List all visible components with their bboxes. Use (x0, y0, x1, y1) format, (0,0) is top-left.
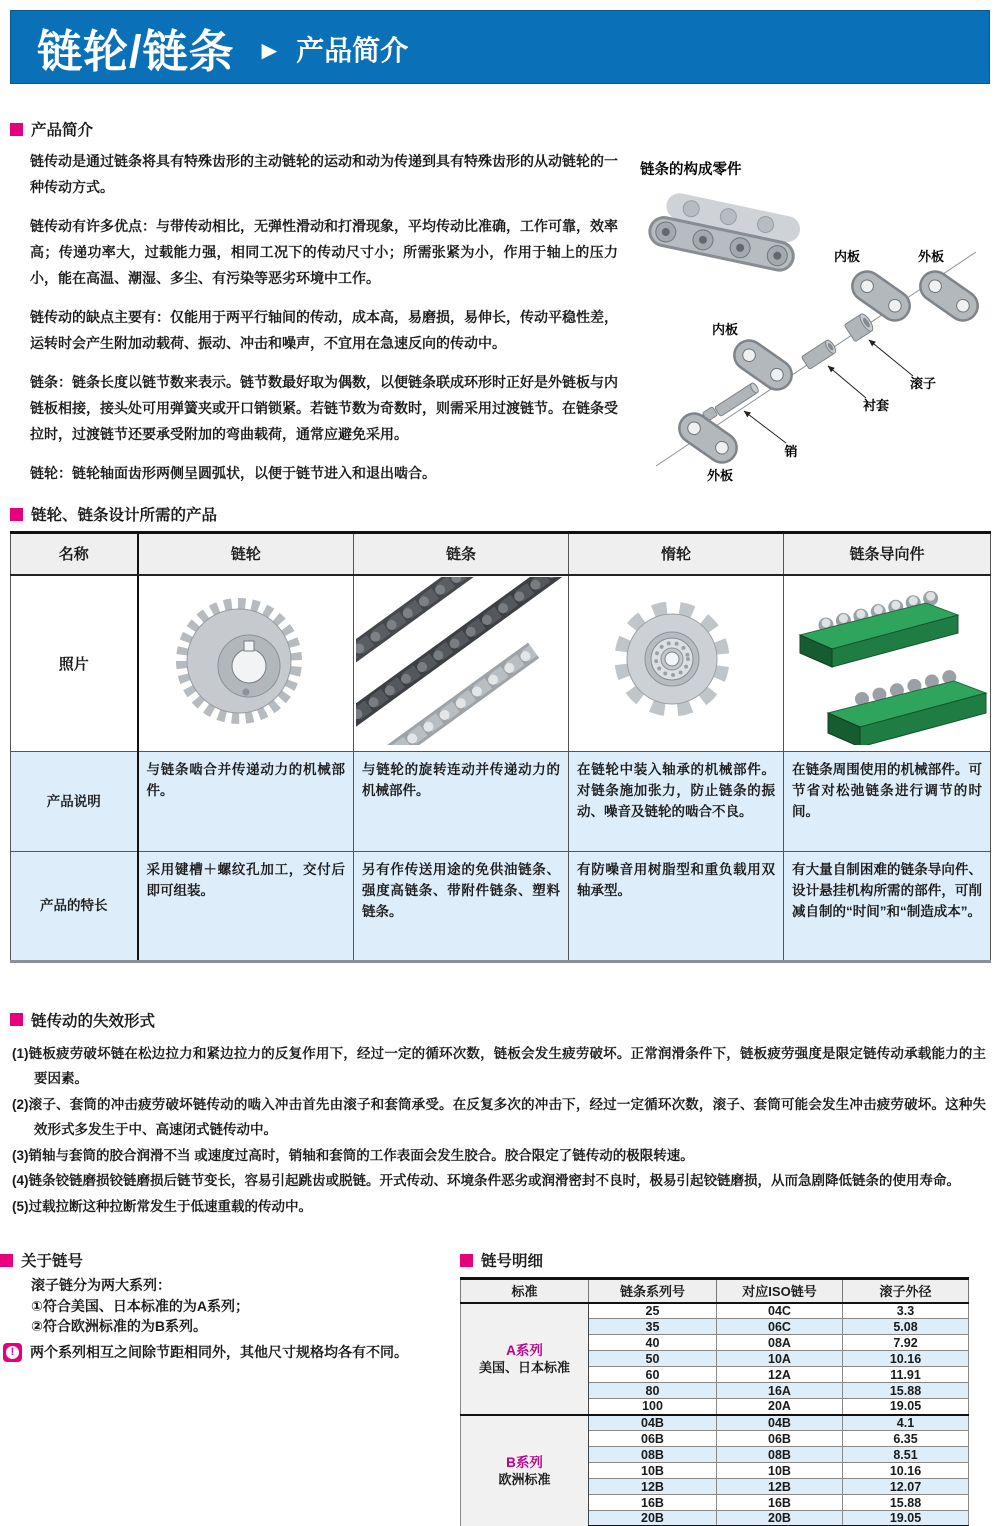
table-cell: 10A (717, 1351, 843, 1367)
text-line: ①符合美国、日本标准的为A系列； (31, 1297, 249, 1314)
standard-group-cell: B系列 欧洲标准 (461, 1415, 589, 1526)
table-cell: 12B (717, 1479, 843, 1495)
chain-number-table-block (460, 1249, 968, 1526)
diagram-title: 链条的构成零件 (640, 162, 742, 178)
table-cell: 16B (589, 1495, 717, 1511)
text-line: ②符合欧洲标准的为B系列。 (31, 1318, 207, 1334)
table-cell: 35 (589, 1319, 717, 1335)
assembled-chain-drawing (654, 195, 795, 268)
table-cell: 15.88 (843, 1495, 969, 1511)
table-cell: 10.16 (843, 1463, 969, 1479)
intro-paragraph: 链轮：链轮轴面齿形两侧呈圆弧状，以便于链节进入和退出啮合。 (30, 465, 436, 481)
section-failure-title: 链传动的失效形式 (10, 1009, 1000, 1031)
page-header (10, 10, 990, 84)
section-intro-title: 产品简介 (10, 118, 1000, 140)
pink-square-icon (10, 123, 23, 136)
bushing-part (801, 339, 837, 370)
table-cell: 100 (589, 1399, 717, 1415)
label-outer-plate: 外板 (706, 468, 734, 483)
list-item: (3)销轴与套筒的胶合润滑不当 或速度过高时，销轴和套筒的工作表面会发生胶合。胶合限定了链传动的极限转速。 (12, 1147, 694, 1163)
table-cell: 20B (717, 1511, 843, 1526)
chain-guide-photo (784, 575, 991, 752)
column-header: 标准 (461, 1279, 589, 1303)
table-cell: 10B (717, 1463, 843, 1479)
table-cell: 16B (717, 1495, 843, 1511)
table-cell: 12A (717, 1367, 843, 1383)
row-label: 照片 (11, 575, 138, 752)
column-header: 链条系列号 (589, 1279, 717, 1303)
table-cell: 20B (589, 1511, 717, 1526)
table-cell: 04B (589, 1415, 717, 1431)
column-header: 链条导向件 (784, 533, 991, 575)
table-cell: 25 (589, 1303, 717, 1319)
chain-number-lines (0, 1275, 460, 1337)
intro-paragraphs (0, 148, 628, 499)
table-row (11, 851, 991, 961)
table-cell: 20A (717, 1399, 843, 1415)
intro-paragraph: 链传动有许多优点：与带传动相比，无弹性滑动和打滑现象，平均传动比准确，工作可靠，效率高；传递功率大，过载能力强，相同工况下的传动尺寸小；所需张紧为小，作用于轴上的压力小，能在高温、潮湿、多尘、有污染等恶劣环境中工作。 (30, 218, 618, 286)
standard-group-cell: A系列 美国、日本标准 (461, 1303, 589, 1415)
chains-image (356, 577, 566, 745)
label-pin: 销 (784, 444, 798, 459)
section-chain-number-title: 关于链号 (0, 1249, 460, 1271)
table-cell: 采用键槽＋螺纹孔加工，交付后即可组装。 (138, 851, 354, 961)
about-chain-number-block (0, 1249, 460, 1526)
guide-rail-upper (800, 595, 958, 667)
chain-number-table (460, 1277, 969, 1526)
table-cell: 19.05 (843, 1511, 969, 1526)
table-header-row (461, 1279, 969, 1303)
chain-table-body (461, 1303, 969, 1526)
table-cell: 60 (589, 1367, 717, 1383)
pink-square-icon (460, 1254, 473, 1267)
table-cell: 12B (589, 1479, 717, 1495)
label-outer-plate: 外板 (917, 249, 945, 264)
intro-paragraph: 链传动是通过链条将具有特殊齿形的主动链轮的运动和动为传递到具有特殊齿形的从动链轮的一种传动方式。 (30, 153, 618, 195)
table-cell: 在链轮中装入轴承的机械部件。对链条施加张力，防止链条的振动、噪音及链轮的啮合不良。 (569, 751, 784, 851)
table-cell: 08B (589, 1447, 717, 1463)
table-cell: 19.05 (843, 1399, 969, 1415)
row-label: 产品说明 (11, 751, 138, 851)
guide-rail-lower (828, 674, 986, 745)
info-icon: ! (3, 1343, 22, 1362)
label-roller: 滚子 (909, 376, 937, 391)
table-cell: 5.08 (843, 1319, 969, 1335)
label-bushing: 衬套 (862, 398, 890, 413)
page-subtitle: 产品简介 (296, 35, 409, 66)
table-row (461, 1303, 969, 1319)
table-row (461, 1415, 969, 1431)
table-cell: 在链条周围使用的机械部件。可节省对松弛链条进行调节的时间。 (784, 751, 991, 851)
page-title: 链轮/链条 (37, 25, 235, 77)
table-cell: 10.16 (843, 1351, 969, 1367)
table-row (11, 575, 991, 752)
table-cell: 80 (589, 1383, 717, 1399)
table-cell: 15.88 (843, 1383, 969, 1399)
table-cell: 4.1 (843, 1415, 969, 1431)
table-cell: 6.35 (843, 1431, 969, 1447)
table-cell: 3.3 (843, 1303, 969, 1319)
products-table (10, 531, 991, 963)
idler-image (571, 577, 781, 745)
column-header: 惰轮 (569, 533, 784, 575)
section-products-title: 链轮、链条设计所需的产品 (10, 503, 1000, 525)
column-header: 链条 (354, 533, 569, 575)
chain-parts-diagram (628, 148, 984, 499)
chains-photo (354, 575, 569, 752)
section-chain-table-title: 链号明细 (460, 1249, 968, 1271)
table-cell: 与链轮的旋转连动并传递动力的机械部件。 (354, 751, 569, 851)
pink-square-icon (10, 508, 23, 521)
list-item: (5)过载拉断这种拉断常发生于低速重载的传动中。 (12, 1198, 312, 1214)
table-cell: 11.91 (843, 1367, 969, 1383)
label-inner-plate: 内板 (711, 322, 739, 337)
table-cell: 40 (589, 1335, 717, 1351)
table-header-row (11, 533, 991, 575)
table-cell: 06B (589, 1431, 717, 1447)
list-item: (4)链条铰链磨损铰链磨损后链节变长，容易引起跳齿或脱链。开式传动、环境条件恶劣或润滑密封不良时，极易引起铰链磨损，从而急剧降低链条的使用寿命。 (12, 1173, 960, 1188)
table-cell: 04B (717, 1415, 843, 1431)
table-row (11, 751, 991, 851)
column-header: 名称 (11, 533, 138, 575)
table-cell: 7.92 (843, 1335, 969, 1351)
table-cell: 04C (717, 1303, 843, 1319)
table-cell: 08A (717, 1335, 843, 1351)
chain-exploded-drawing (628, 148, 984, 492)
column-header: 对应ISO链号 (717, 1279, 843, 1303)
table-cell: 50 (589, 1351, 717, 1367)
pink-square-icon (10, 1013, 23, 1026)
table-cell: 有防噪音用树脂型和重负载用双轴承型。 (569, 851, 784, 961)
failure-list (12, 1041, 986, 1220)
column-header: 滚子外径 (843, 1279, 969, 1303)
table-cell: 10B (589, 1463, 717, 1479)
list-item: (1)链板疲劳破坏链在松边拉力和紧边拉力的反复作用下，经过一定的循环次数，链板会发生疲劳破坏。正常润滑条件下，链板疲劳强度是限定链传动承载能力的主要因素。 (12, 1045, 986, 1086)
table-cell: 另有作传送用途的免供油链条、强度高链条、带附件链条、塑料链条。 (354, 851, 569, 961)
column-header: 链轮 (138, 533, 354, 575)
sprocket-photo (138, 575, 354, 752)
sprocket-image (141, 577, 351, 745)
label-inner-plate: 内板 (833, 249, 861, 264)
table-cell: 06B (717, 1431, 843, 1447)
intro-paragraph: 链条：链条长度以链节数来表示。链节数最好取为偶数，以便链条联成环形时正好是外链板与内链板相接，接头处可用弹簧夹或开口销锁紧。若链节数为奇数时，则需采用过渡链节。在链条受拉时，过渡链节还要承受附加的弯曲载荷，通常应避免采用。 (30, 374, 618, 442)
row-label: 产品的特长 (11, 851, 138, 961)
table-cell: 8.51 (843, 1447, 969, 1463)
list-item: (2)滚子、套筒的冲击疲劳破坏链传动的啮入冲击首先由滚子和套筒承受。在反复多次的冲击下，经过一定循环次数，滚子、套筒可能会发生冲击疲劳破坏。这种失效形式多发生于中、高速闭式链传动中。 (12, 1096, 986, 1137)
text-line: 滚子链分为两大系列： (31, 1277, 171, 1293)
pink-square-icon (0, 1254, 13, 1267)
table-cell: 12.07 (843, 1479, 969, 1495)
idler-photo (569, 575, 784, 752)
table-cell: 08B (717, 1447, 843, 1463)
note-row (0, 1342, 460, 1363)
arrow-right-icon: ► (256, 34, 283, 65)
chain-guide-image (786, 577, 988, 745)
table-cell: 06C (717, 1319, 843, 1335)
table-cell: 有大量自制困难的链条导向件、设计悬挂机构所需的部件，可削减自制的“时间”和“制造成本”。 (784, 851, 991, 961)
note-text: 两个系列相互之间除节距相同外，其他尺寸规格均各有不同。 (30, 1343, 408, 1360)
table-cell: 与链条啮合并传递动力的机械部件。 (138, 751, 354, 851)
table-cell: 16A (717, 1383, 843, 1399)
intro-paragraph: 链传动的缺点主要有：仅能用于两平行轴间的传动，成本高，易磨损，易伸长，传动平稳性差，运转时会产生附加动载荷、振动、冲击和噪声，不宜用在急速反向的传动中。 (30, 309, 618, 351)
